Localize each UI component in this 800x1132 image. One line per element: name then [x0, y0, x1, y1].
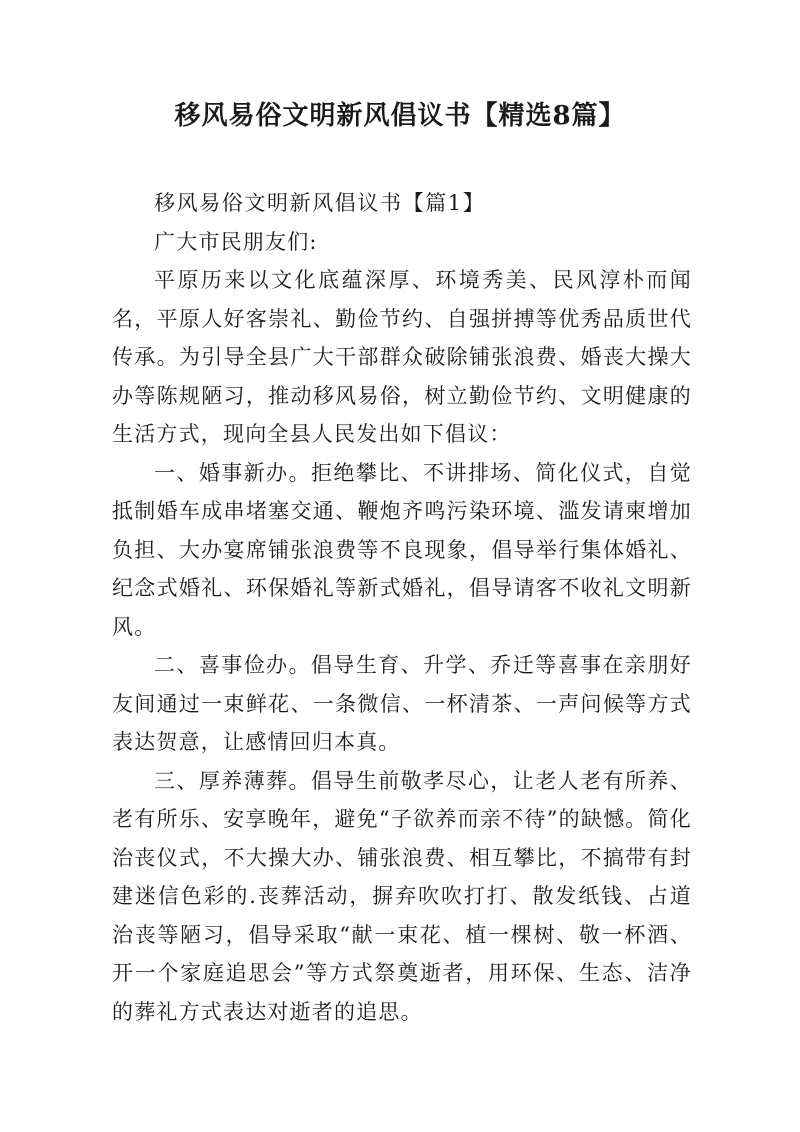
document-title: 移风易俗文明新风倡议书【精选8篇】 — [174, 101, 626, 131]
salutation: 广大市民朋友们: — [154, 229, 318, 254]
paragraph-intro: 平原历来以文化底蕴深厚、环境秀美、民风淳朴而闻名，平原人好客崇礼、勤俭节约、自强拼搏等优秀品质世代传承。为引导全县广大干部群众破除铺张浪费、婚丧大操大办等陈规陋习，推动移风易俗，树立勤俭节约、文明健康的生活方式，现向全县人民发出如下倡议： — [112, 268, 692, 446]
paragraph-wedding: 一、婚事新办。拒绝攀比、不讲排场、简化仪式，自觉抵制婚车成串堵塞交通、鞭炮齐鸣污染环境、滥发请柬增加负担、大办宴席铺张浪费等不良现象，倡导举行集体婚礼、纪念式婚礼、环保婚礼等新式婚礼，倡导请客不收礼文明新风。 — [112, 460, 692, 639]
paragraph-celebration: 二、喜事俭办。倡导生育、升学、乔迁等喜事在亲朋好友间通过一束鲜花、一条微信、一杯清茶、一声问候等方式表达贺意，让感情回归本真。 — [112, 653, 692, 754]
document-body — [112, 184, 692, 1031]
section-title: 移风易俗文明新风倡议书【篇1】 — [154, 191, 486, 215]
paragraph-funeral: 三、厚养薄葬。倡导生前敬孝尽心，让老人老有所养、老有所乐、安享晚年，避免“子欲养而亲不待”的缺憾。简化治丧仪式，不大操大办、铺张浪费、相互攀比，不搞带有封建迷信色彩的.丧葬活动，摒弃吹吹打打、散发纸钱、占道治丧等陋习，倡导采取“献一束花、植一棵树、敬一杯酒、开一个家庭追思会”等方式祭奠逝者，用环保、生态、洁净的葬礼方式表达对逝者的追思。 — [112, 768, 692, 1024]
